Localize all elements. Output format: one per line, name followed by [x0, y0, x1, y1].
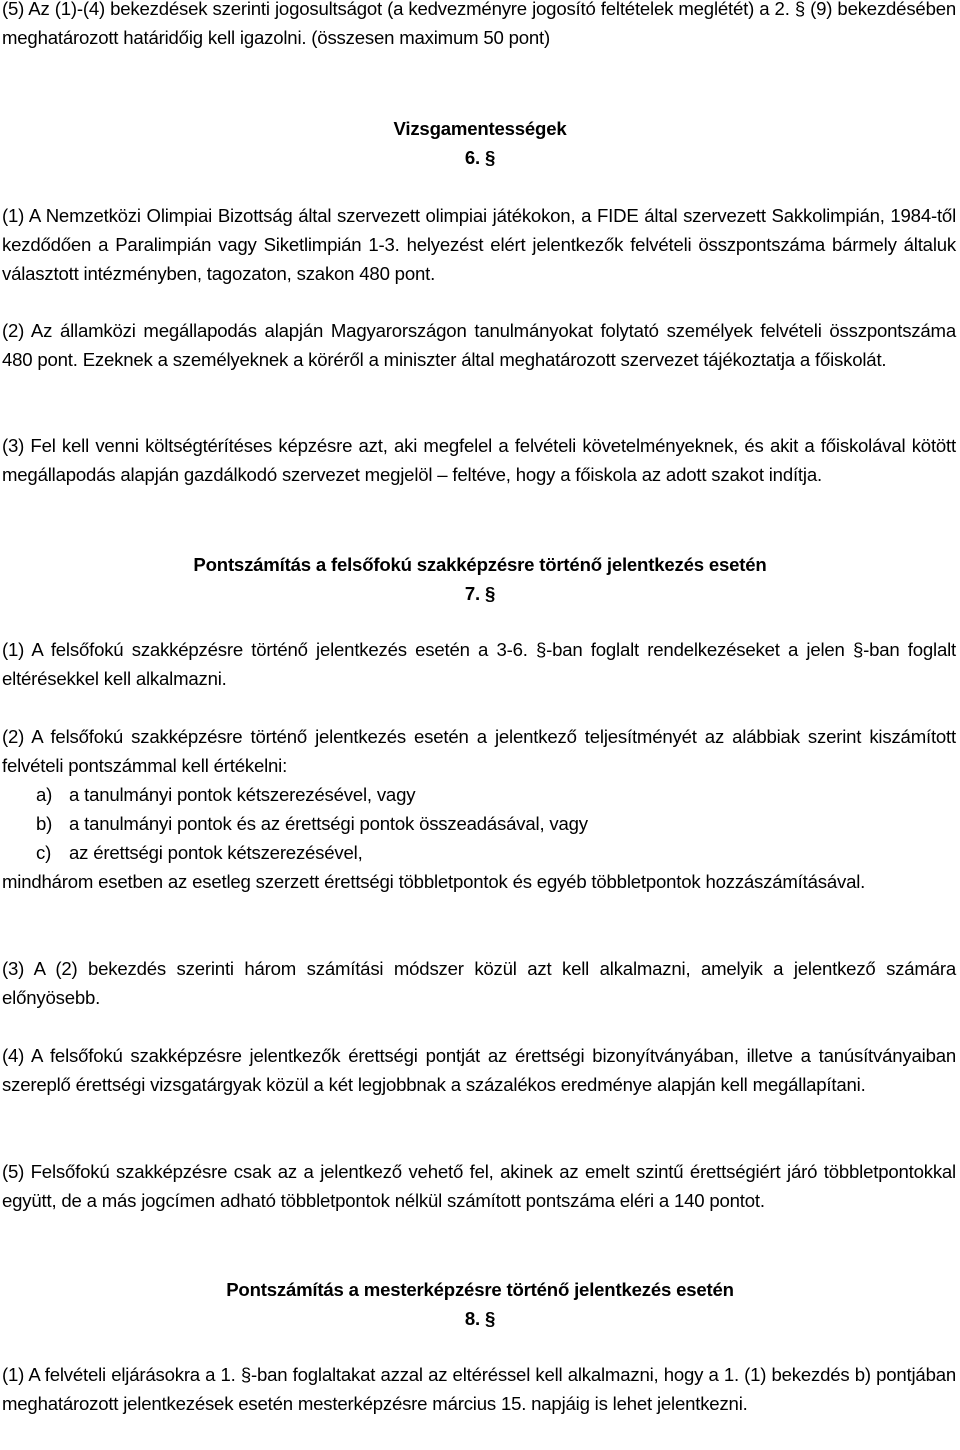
list-item-marker: c) [36, 842, 52, 863]
section-7-paragraph-2-tail: mindhárom esetben az esetleg szerzett érettségi többletpontok és egyéb többletpontok hozzászámításával. [2, 871, 866, 892]
section-7-title: Pontszámítás a felsőfokú szakképzésre történő jelentkezés esetén [193, 554, 767, 575]
list-item-text: a tanulmányi pontok és az érettségi pontok összeadásával, vagy [69, 813, 588, 834]
section-6-title: Vizsgamentességek [393, 118, 567, 139]
section-8-title: Pontszámítás a mesterképzésre történő jelentkezés esetén [226, 1279, 734, 1300]
section-6-paragraph-1: (1) A Nemzetközi Olimpiai Bizottság által szervezett olimpiai játékokon, a FIDE által szervezett Sakkolimpián, 1984-től kezdődően a Paralimpián vagy Siketlimpián 1-3. helyezést elért jelentkezők felvételi összpontszáma bármely általuk választott intézményben, tagozaton, szakon 480 pont. [2, 205, 956, 284]
section-7-paragraph-3: (3) A (2) bekezdés szerinti három számítási módszer közül azt kell alkalmazni, amelyik a jelentkező számára előnyösebb. [2, 958, 956, 1008]
section-7-method-list [2, 780, 956, 867]
list-item [2, 780, 956, 809]
list-item [2, 809, 956, 838]
section-7-paragraph-5: (5) Felsőfokú szakképzésre csak az a jelentkező vehető fel, akinek az emelt szintű érettségiért járó többletpontokkal együtt, de a más jogcímen adható többletpontok nélkül számított pontszáma eléri a 140 pontot. [2, 1161, 956, 1211]
section-6-number: 6. § [464, 147, 496, 168]
list-item-text: az érettségi pontok kétszerezésével, [69, 842, 363, 863]
list-item-text: a tanulmányi pontok kétszerezésével, vagy [69, 784, 416, 805]
section-8-paragraph-1: (1) A felvételi eljárásokra a 1. §-ban foglaltakat azzal az eltéréssel kell alkalmazni, hogy a 1. (1) bekezdés b) pontjában meghatározott jelentkezések esetén mesterképzésre március 15. napjáig is lehet jelentkezni. [2, 1364, 956, 1414]
section-7-paragraph-2: (2) A felsőfokú szakképzésre történő jelentkezés esetén a jelentkező teljesítményét az alábbiak szerint kiszámított felvételi pontszámmal kell értékelni: [2, 726, 956, 776]
intro-paragraph: (5) Az (1)-(4) bekezdések szerinti jogosultságot (a kedvezményre jogosító feltételek meglétét) a 2. § (9) bekezdésében meghatározott határidőig kell igazolni. (összesen maximum 50 pont) [2, 0, 956, 48]
list-item-marker: a) [36, 784, 53, 805]
section-8-number: 8. § [464, 1308, 496, 1329]
section-6-paragraph-2: (2) Az államközi megállapodás alapján Magyarországon tanulmányokat folytató személyek felvételi összpontszáma 480 pont. Ezeknek a személyeknek a köréről a miniszter által meghatározott szervezet tájékoztatja a főiskolát. [2, 320, 956, 370]
list-item-marker: b) [36, 813, 53, 834]
list-item [2, 838, 956, 867]
section-7-paragraph-1: (1) A felsőfokú szakképzésre történő jelentkezés esetén a 3-6. §-ban foglalt rendelkezéseket a jelen §-ban foglalt eltérésekkel kell alkalmazni. [2, 639, 956, 689]
section-7-paragraph-4: (4) A felsőfokú szakképzésre jelentkezők érettségi pontját az érettségi bizonyítványában, illetve a tanúsítványaiban szereplő érettségi vizsgatárgyak közül a két legjobbnak a százalékos eredménye alapján kell megállapítani. [2, 1045, 956, 1095]
section-7-number: 7. § [464, 583, 496, 604]
section-6-paragraph-3: (3) Fel kell venni költségtérítéses képzésre azt, aki megfelel a felvételi követelményeknek, és akit a főiskolával kötött megállapodás alapján gazdálkodó szervezet megjelöl – feltéve, hogy a főiskola az adott szakot indítja. [2, 435, 956, 485]
